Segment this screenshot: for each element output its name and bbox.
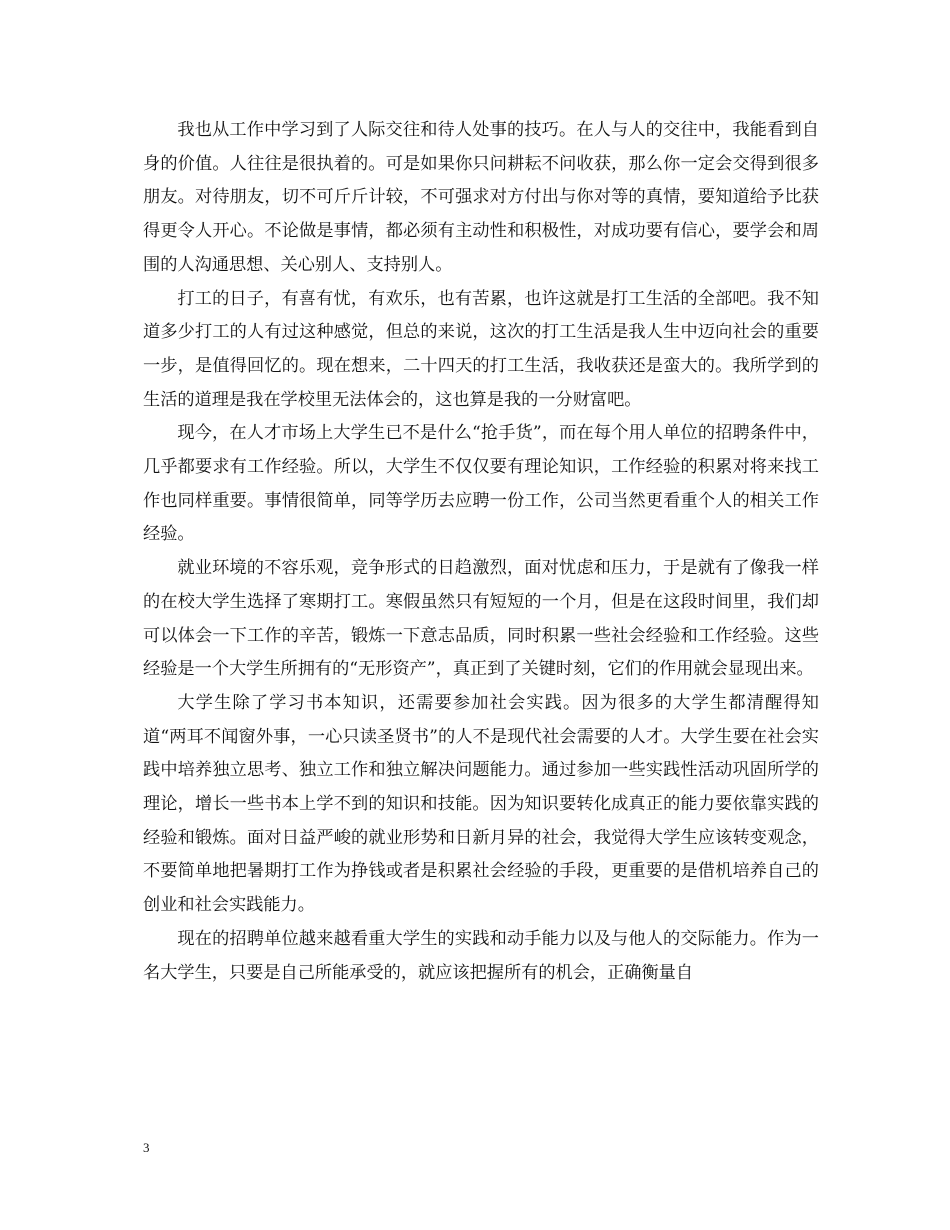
page-number: 3 [143,1140,150,1155]
paragraph-1: 我也从工作中学习到了人际交往和待人处事的技巧。在人与人的交往中，我能看到自身的价值。人往往是很执着的。可是如果你只问耕耘不问收获，那么你一定会交得到很多朋友。对待朋友，切不可斤斤计较，不可强求对方付出与你对等的真情，要知道给予比获得更令人开心。不论做是事情，都必须有主动性和积极性，对成功要有信心，要学会和周围的人沟通思想、关心别人、支持别人。 [143,120,819,275]
paragraph-2: 打工的日子，有喜有忧，有欢乐，也有苦累，也许这就是打工生活的全部吧。我不知道多少打工的人有过这种感觉，但总的来说，这次的打工生活是我人生中迈向社会的重要一步，是值得回忆的。现在想来，二十四天的打工生活，我收获还是蛮大的。我所学到的生活的道理是我在学校里无法体会的，这也算是我的一分财富吧。 [143,288,819,410]
paragraph-3: 现今，在人才市场上大学生已不是什么“抢手货”，而在每个用人单位的招聘条件中，几乎都要求有工作经验。所以，大学生不仅仅要有理论知识，工作经验的积累对将来找工作也同样重要。事情很简单，同等学历去应聘一份工作，公司当然更看重个人的相关工作经验。 [143,423,819,545]
body-text [143,114,819,990]
paragraph-5: 大学生除了学习书本知识，还需要参加社会实践。因为很多的大学生都清醒得知道“两耳不闻窗外事，一心只读圣贤书”的人不是现代社会需要的人才。大学生要在社会实践中培养独立思考、独立工作和独立解决问题能力。通过参加一些实践性活动巩固所学的理论，增长一些书本上学不到的知识和技能。因为知识要转化成真正的能力要依靠实践的经验和锻炼。面对日益严峻的就业形势和日新月异的社会，我觉得大学生应该转变观念，不要简单地把暑期打工作为挣钱或者是积累社会经验的手段，更重要的是借机培养自己的创业和社会实践能力。 [143,692,819,916]
paragraph-6: 现在的招聘单位越来越看重大学生的实践和动手能力以及与他人的交际能力。作为一名大学生，只要是自己所能承受的，就应该把握所有的机会，正确衡量自 [143,928,819,983]
paragraph-4: 就业环境的不容乐观，竞争形式的日趋激烈，面对忧虑和压力，于是就有了像我一样的在校大学生选择了寒期打工。寒假虽然只有短短的一个月，但是在这段时间里，我们却可以体会一下工作的辛苦，锻炼一下意志品质，同时积累一些社会经验和工作经验。这些经验是一个大学生所拥有的“无形资产”，真正到了关键时刻，它们的作用就会显现出来。 [143,558,819,680]
